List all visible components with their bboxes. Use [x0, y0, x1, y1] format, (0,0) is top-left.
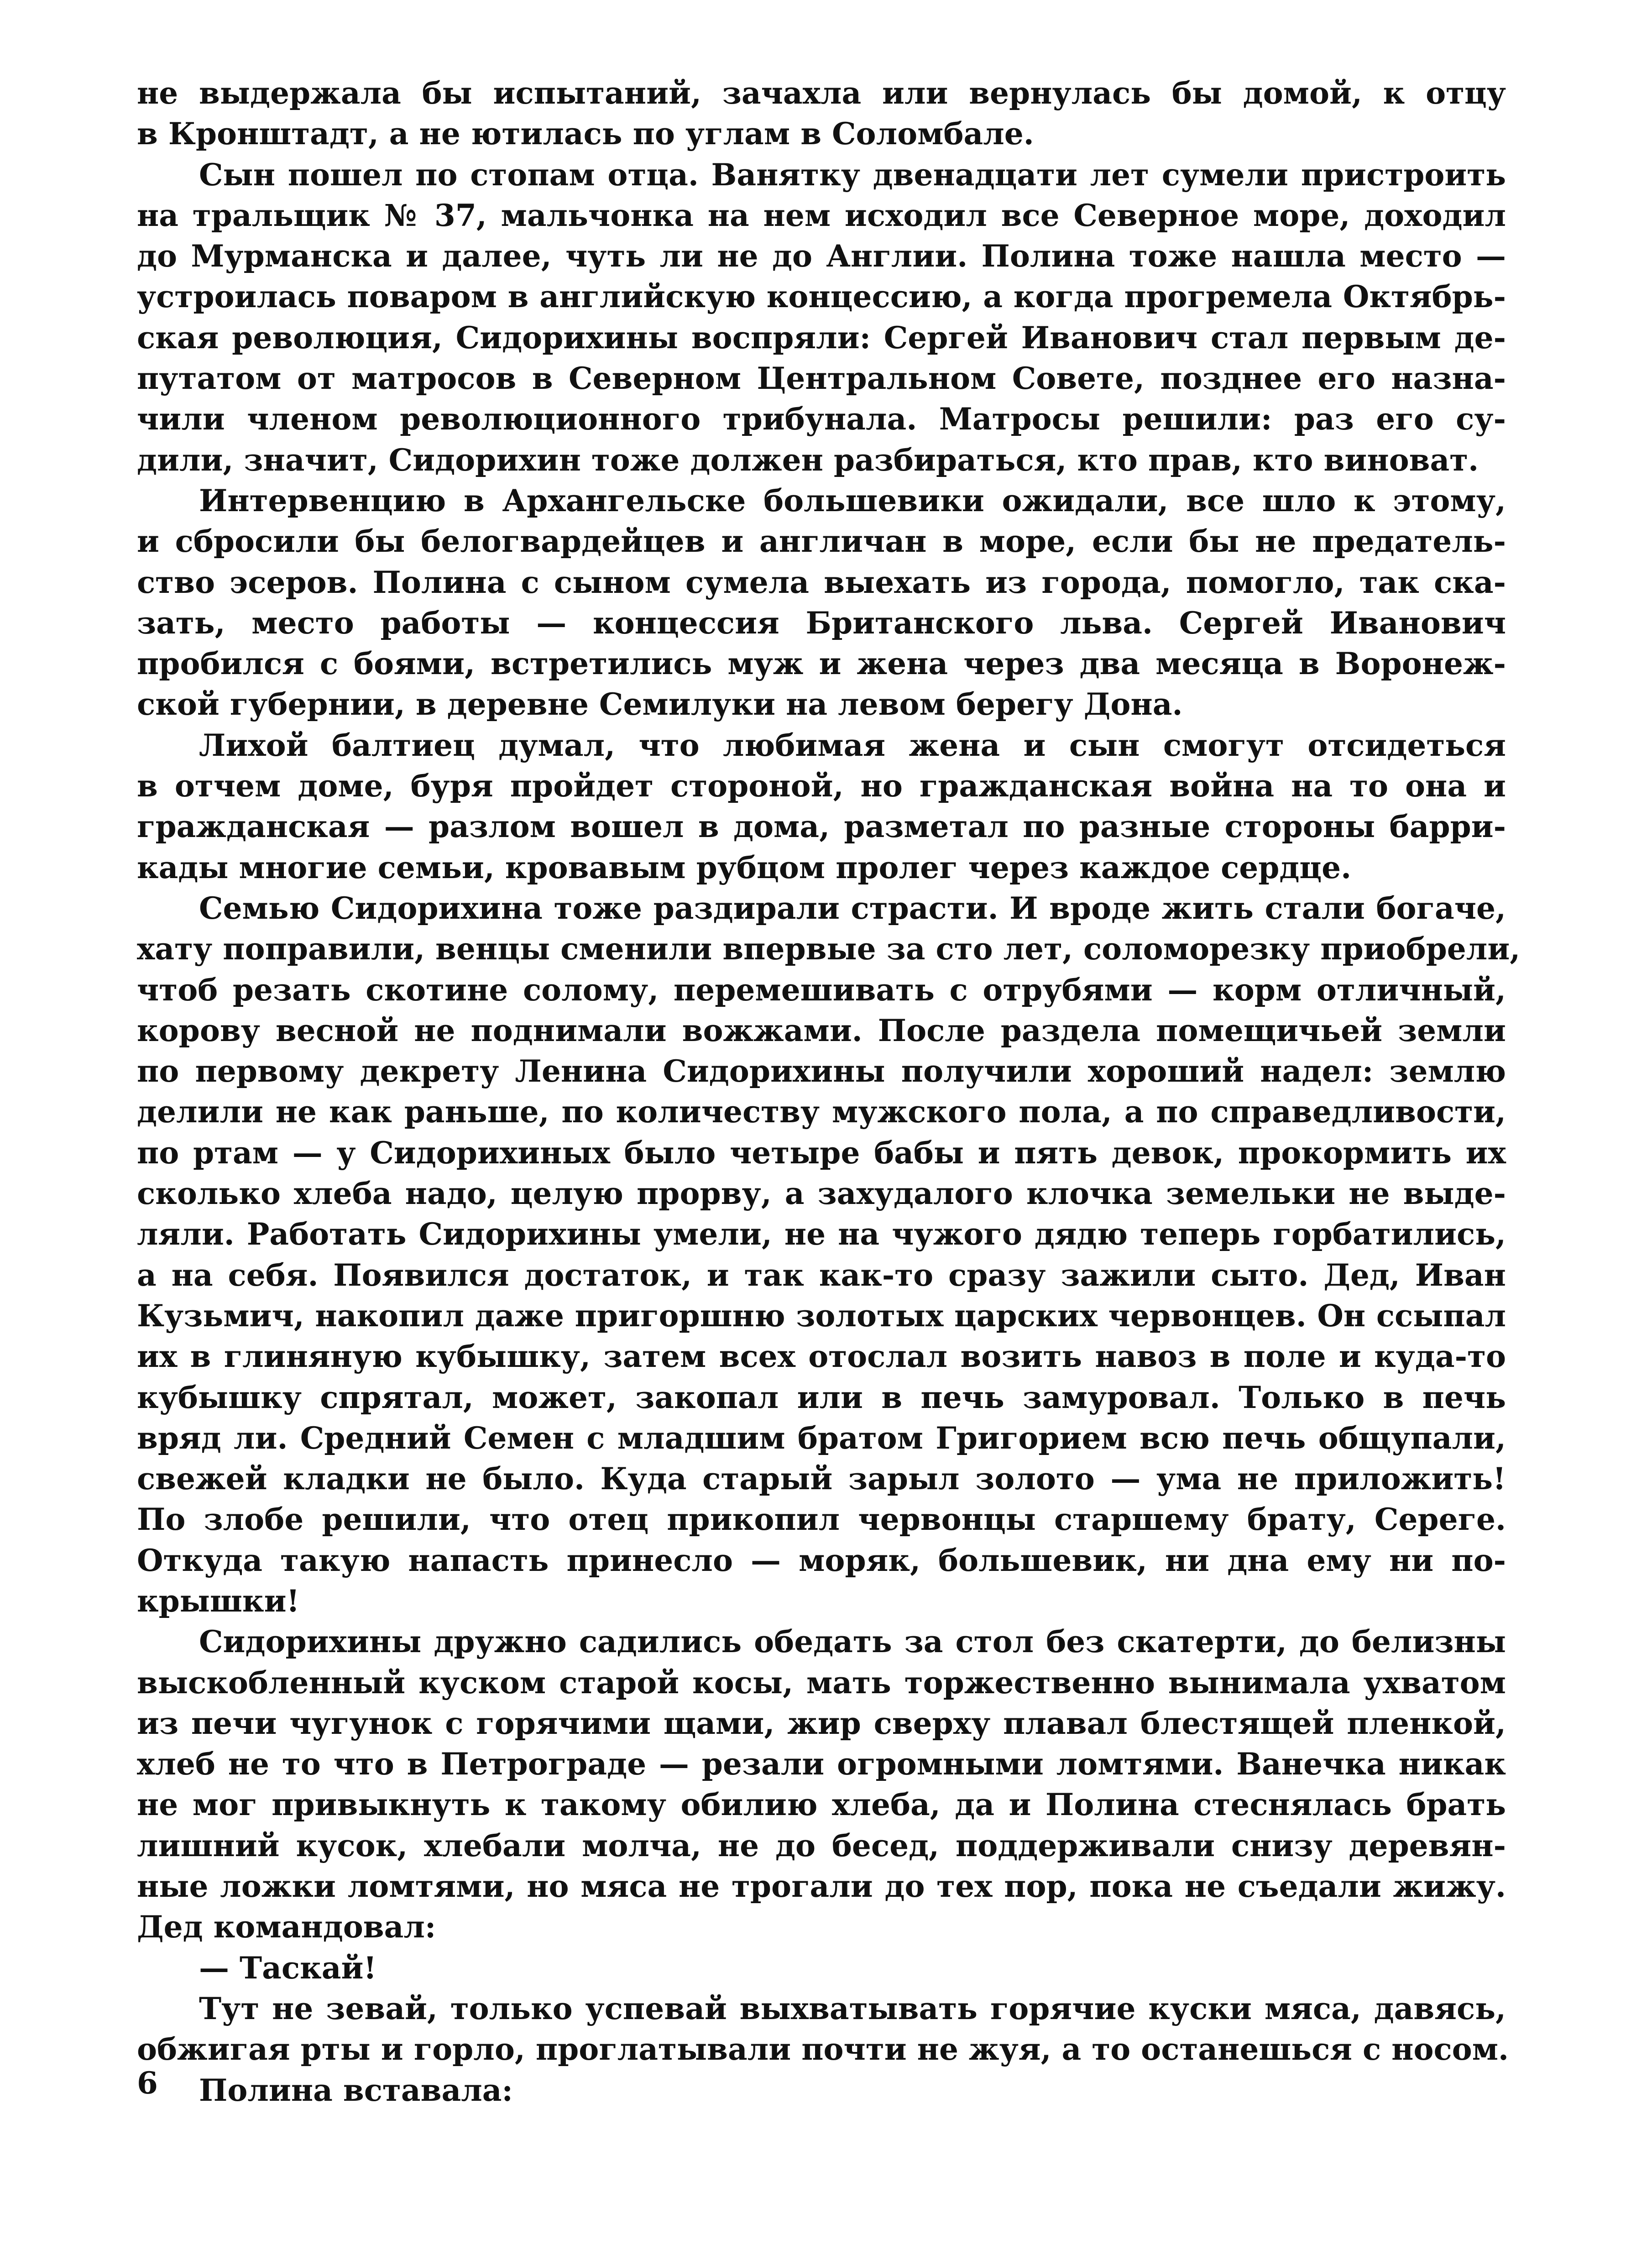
text-line: сколько хлеба надо, целую прорву, а захудалого клочка земельки не выде-: [137, 1176, 1506, 1212]
text-line: гражданская — разлом вошел в дома, разметал по разные стороны барри-: [137, 809, 1506, 845]
text-line: крышки!: [137, 1583, 300, 1619]
paragraph: [137, 2070, 1506, 2111]
text-line: путатом от матросов в Северном Центральном Совете, позднее его назна-: [137, 361, 1506, 397]
text-line: корову весной не поднимали вожжами. После раздела помещичьей земли: [137, 1012, 1506, 1048]
text-line: зать, место работы — концессия Британского льва. Сергей Иванович: [137, 605, 1506, 641]
text-line: не выдержала бы испытаний, зачахла или вернулась бы домой, к отцу: [137, 75, 1506, 111]
text-line: на тральщик № 37, мальчонка на нем исходил все Северное море, доходил: [137, 197, 1506, 233]
page-body: [137, 73, 1521, 2108]
paragraph: [137, 73, 1506, 155]
text-line: из печи чугунок с горячими щами, жир сверху плавал блестящей пленкой,: [137, 1705, 1506, 1741]
text-line: ные ложки ломтями, но мяса не трогали до тех пор, пока не съедали жижу.: [137, 1868, 1506, 1905]
text-line: Семью Сидорихина тоже раздирали страсти. И вроде жить стали богаче,: [199, 890, 1506, 926]
text-line: чили членом революционного трибунала. Матросы решили: раз его су-: [137, 401, 1506, 437]
text-line: лишний кусок, хлебали молча, не до бесед, поддерживали снизу деревян-: [137, 1827, 1506, 1863]
paragraph: [137, 725, 1506, 888]
text-line: хату поправили, венцы сменили впервые за сто лет, соломорезку приобрели,: [137, 931, 1521, 967]
paragraph: [137, 155, 1506, 481]
paragraph: [137, 1989, 1509, 2070]
paragraph: [137, 1622, 1506, 1947]
text-line: по первому декрету Ленина Сидорихины получили хороший надел: землю: [137, 1053, 1506, 1089]
text-line: хлеб не то что в Петрограде — резали огромными ломтями. Ванечка никак: [137, 1746, 1506, 1782]
text-line: Сидорихины дружно садились обедать за стол без скатерти, до белизны: [199, 1624, 1506, 1660]
text-line: — Таскай!: [199, 1950, 377, 1986]
paragraph: [137, 481, 1506, 725]
text-line: ляли. Работать Сидорихины умели, не на чужого дядю теперь горбатились,: [137, 1216, 1506, 1252]
text-line: их в глиняную кубышку, затем всех отослал возить навоз в поле и куда-то: [137, 1339, 1506, 1375]
text-line: Интервенцию в Архангельске большевики ожидали, все шло к этому,: [199, 482, 1506, 518]
text-line: делили не как раньше, по количеству мужского пола, а по справедливости,: [137, 1094, 1506, 1130]
text-line: обжигая рты и горло, проглатывали почти не жуя, а то останешься с носом.: [137, 2031, 1509, 2067]
text-line: устроилась поваром в английскую концессию, а когда прогремела Октябрь-: [137, 279, 1506, 315]
text-line: по ртам — у Сидорихиных было четыре бабы и пять девок, прокормить их: [137, 1135, 1506, 1171]
text-line: Сын пошел по стопам отца. Ванятку двенадцати лет сумели пристроить: [199, 157, 1506, 193]
text-line: и сбросили бы белогвардейцев и англичан в море, если бы не предатель-: [137, 523, 1506, 560]
text-line: до Мурманска и далее, чуть ли не до Англии. Полина тоже нашла место —: [137, 238, 1506, 274]
text-line: кубышку спрятал, может, закопал или в печь замуровал. Только в печь: [137, 1379, 1506, 1415]
text-line: кады многие семьи, кровавым рубцом пролег через каждое сердце.: [137, 849, 1352, 885]
text-line: выскобленный куском старой косы, мать торжественно вынимала ухватом: [137, 1664, 1506, 1701]
text-line: Тут не зевай, только успевай выхватывать горячие куски мяса, давясь,: [199, 1990, 1506, 2026]
text-line: ство эсеров. Полина с сыном сумела выехать из города, помогло, так ска-: [137, 564, 1506, 600]
text-line: Полина вставала:: [199, 2072, 513, 2108]
text-line: По злобе решили, что отец прикопил червонцы старшему брату, Сереге.: [137, 1502, 1506, 1538]
paragraph-dialogue: [137, 1948, 1506, 1989]
text-line: ская революция, Сидорихины воспряли: Сергей Иванович стал первым де-: [137, 319, 1506, 356]
paragraph: [137, 888, 1521, 1622]
text-line: вряд ли. Средний Семен с младшим братом Григорием всю печь общупали,: [137, 1420, 1506, 1456]
text-line: а на себя. Появился достаток, и так как-то сразу зажили сыто. Дед, Иван: [137, 1257, 1506, 1293]
page-number: 6: [137, 2065, 158, 2101]
text-line: Откуда такую напасть принесло — моряк, большевик, ни дна ему ни по-: [137, 1542, 1506, 1578]
text-line: чтоб резать скотине солому, перемешивать с отрубями — корм отличный,: [137, 972, 1506, 1008]
text-line: в отчем доме, буря пройдет стороной, но гражданская война на то она и: [137, 768, 1506, 804]
text-line: не мог привыкнуть к такому обилию хлеба, да и Полина стеснялась брать: [137, 1787, 1506, 1823]
text-line: Лихой балтиец думал, что любимая жена и сын смогут отсидеться: [199, 727, 1506, 763]
text-line: в Кронштадт, а не ютилась по углам в Соломбале.: [137, 116, 1034, 152]
text-line: пробился с боями, встретились муж и жена через два месяца в Воронеж-: [137, 646, 1506, 682]
text-line: Дед командовал:: [137, 1909, 436, 1945]
text-line: ской губернии, в деревне Семилуки на левом берегу Дона.: [137, 686, 1183, 722]
text-line: Кузьмич, накопил даже пригоршню золотых царских червонцев. Он ссыпал: [137, 1298, 1506, 1334]
text-line: свежей кладки не было. Куда старый зарыл золото — ума не приложить!: [137, 1461, 1506, 1497]
text-line: дили, значит, Сидорихин тоже должен разбираться, кто прав, кто виноват.: [137, 442, 1479, 478]
